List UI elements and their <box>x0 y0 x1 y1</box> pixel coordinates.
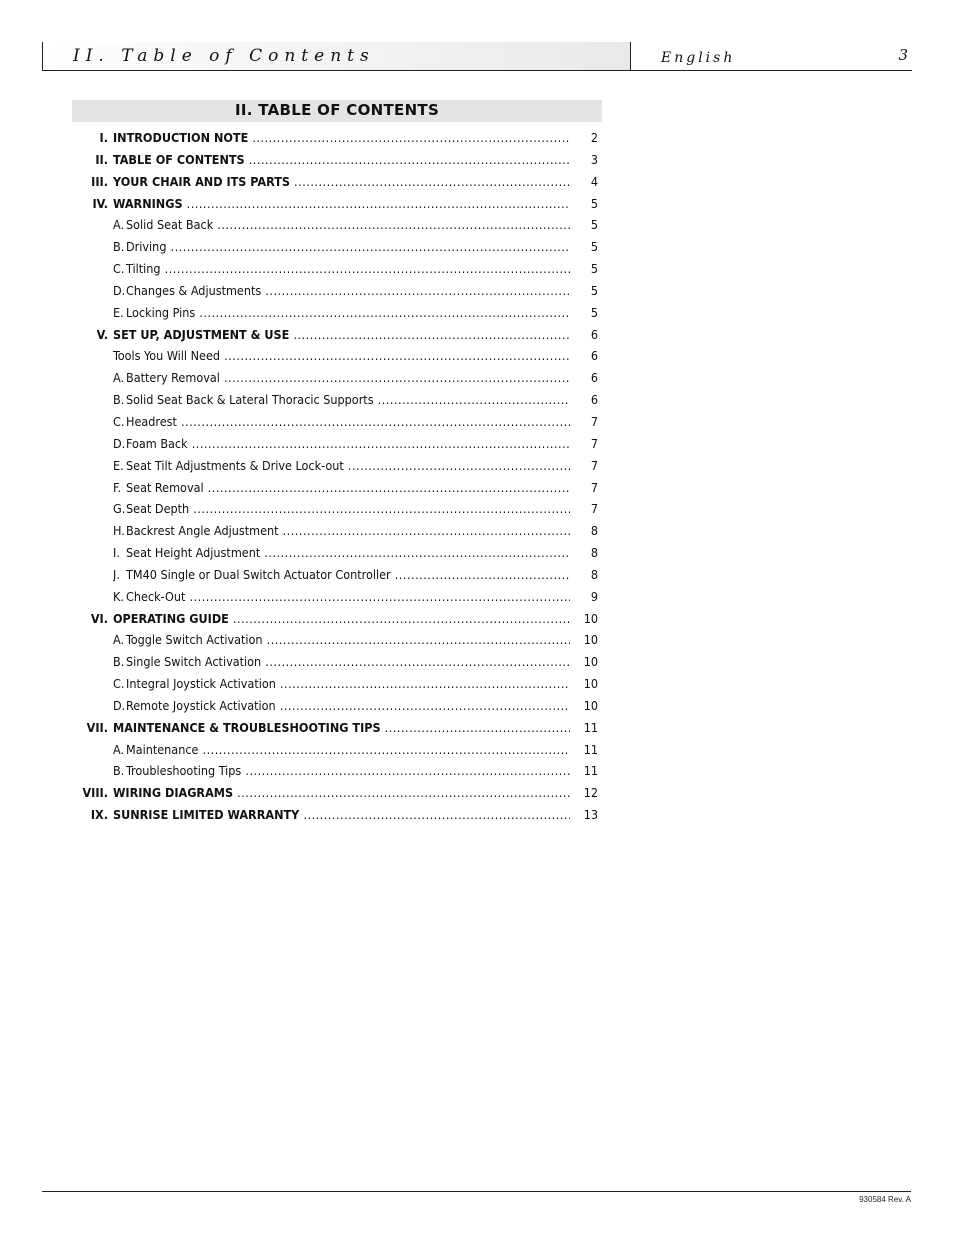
toc-entry <box>72 236 602 258</box>
toc-entry <box>72 477 602 499</box>
toc-entry <box>72 171 602 193</box>
toc-entry-letter: C. <box>113 676 125 692</box>
toc-entry-number: V. <box>96 326 108 342</box>
toc-entry-label-wrap <box>113 214 570 236</box>
toc-entry-label-wrap <box>113 280 570 302</box>
toc-entry <box>72 345 602 367</box>
toc-entry-letter: K. <box>113 588 124 604</box>
toc-entry-letter: G. <box>113 501 126 517</box>
toc-entry-label: Check-Out <box>126 588 186 604</box>
toc-entry-letter: I. <box>113 545 120 561</box>
toc-entry-label: Solid Seat Back <box>126 217 214 233</box>
toc-entry-page: 5 <box>590 217 598 233</box>
toc-entry-page: 4 <box>590 173 598 189</box>
toc-entry <box>72 214 602 236</box>
toc-entry-page: 7 <box>590 479 598 495</box>
header-language-bar <box>630 42 912 71</box>
toc-entry-number: VIII. <box>82 785 108 801</box>
toc-entry-number: VI. <box>90 610 108 626</box>
header-title-bar <box>42 42 631 71</box>
toc-entry <box>72 498 602 520</box>
toc-entry-page: 7 <box>590 457 598 473</box>
toc-entry-letter: A. <box>113 632 125 648</box>
toc-entry-number: VII. <box>86 719 108 735</box>
toc-entry-letter: B. <box>113 763 125 779</box>
toc-entry-label: Troubleshooting Tips <box>126 763 242 779</box>
toc-entry-label: WARNINGS <box>113 195 183 211</box>
toc-entry-label-wrap <box>113 127 570 149</box>
toc-entry-page: 8 <box>590 545 598 561</box>
toc-entry-label: INTRODUCTION NOTE <box>113 130 249 145</box>
toc-entry <box>72 608 602 630</box>
toc-entry-label: Seat Depth <box>126 501 190 517</box>
toc-entry-label-wrap <box>113 367 570 389</box>
toc-entry-label-wrap <box>113 608 570 630</box>
toc-entry-label-wrap <box>113 629 570 651</box>
toc-entry-label: YOUR CHAIR AND ITS PARTS <box>113 173 290 189</box>
toc-entry-page: 5 <box>590 304 598 320</box>
toc-entry-label-wrap <box>113 542 570 564</box>
toc-entry-page: 13 <box>583 807 598 823</box>
toc-entry-letter: B. <box>113 392 125 408</box>
toc-entry-page: 10 <box>583 632 598 648</box>
toc-entry <box>72 193 602 215</box>
toc-entry-label: Locking Pins <box>126 304 196 320</box>
toc-entry-label-wrap <box>113 302 570 324</box>
toc-entry-label-wrap <box>113 673 570 695</box>
toc-entry-number: IX. <box>90 807 108 823</box>
toc-entry-page: 11 <box>583 741 598 757</box>
toc-entry-label: Tilting <box>126 261 161 277</box>
toc-entry <box>72 127 602 149</box>
toc-entry-page: 11 <box>583 719 598 735</box>
toc-entry-label: OPERATING GUIDE <box>113 610 229 626</box>
toc-entry-label-wrap <box>113 345 570 367</box>
toc-entry <box>72 782 602 804</box>
toc-entry-letter: D. <box>113 697 126 713</box>
toc-entry-page: 5 <box>590 261 598 277</box>
toc-entry-letter: B. <box>113 239 125 255</box>
toc-entry-page: 10 <box>583 654 598 670</box>
toc-entry-label: TM40 Single or Dual Switch Actuator Controller <box>126 566 391 582</box>
toc-entry <box>72 760 602 782</box>
toc-entry <box>72 455 602 477</box>
toc-entry <box>72 280 602 302</box>
toc-entry-letter: E. <box>113 457 124 473</box>
toc-entry-label: Toggle Switch Activation <box>126 632 263 648</box>
toc-entry-page: 6 <box>590 370 598 386</box>
toc-entry-page: 6 <box>590 326 598 342</box>
footer-rule <box>42 1191 911 1192</box>
toc-entry <box>72 411 602 433</box>
toc-entry-label-wrap <box>113 520 570 542</box>
toc-entry-page: 11 <box>583 763 598 779</box>
toc-entry-letter: C. <box>113 413 125 429</box>
toc-entry-number: III. <box>91 173 108 189</box>
toc-entry-page: 10 <box>583 697 598 713</box>
toc-entry-page: 7 <box>590 501 598 517</box>
toc-entry <box>72 258 602 280</box>
toc-entry-label: Seat Tilt Adjustments & Drive Lock-out <box>126 457 344 473</box>
toc-entry-page: 8 <box>590 523 598 539</box>
toc-entry-letter: B. <box>113 654 125 670</box>
toc-entry-label: Headrest <box>126 413 177 429</box>
toc-entry <box>72 651 602 673</box>
toc-entry-page: 6 <box>590 392 598 408</box>
toc-entry-letter: F. <box>113 479 122 495</box>
toc-entry-label-wrap <box>113 433 570 455</box>
toc-heading-band <box>72 100 602 122</box>
toc-entry-page: 12 <box>583 785 598 801</box>
toc-entry-letter: J. <box>113 566 120 582</box>
toc-entry-number: I. <box>99 130 108 145</box>
toc-entry-label: Seat Height Adjustment <box>126 545 261 561</box>
toc-entry-label: Solid Seat Back & Lateral Thoracic Supports <box>126 392 374 408</box>
toc-entry <box>72 149 602 171</box>
toc-entry-number: IV. <box>92 195 108 211</box>
toc-entry-label: Changes & Adjustments <box>126 282 262 298</box>
toc-entry-label: Maintenance <box>126 741 199 757</box>
toc-entry <box>72 717 602 739</box>
toc-entry-label-wrap <box>113 411 570 433</box>
toc-entry <box>72 324 602 346</box>
toc-entry-label-wrap <box>113 389 570 411</box>
toc-entry-label: SET UP, ADJUSTMENT & USE <box>113 326 290 342</box>
toc-entry <box>72 302 602 324</box>
toc-entry <box>72 804 602 826</box>
toc-entry-page: 7 <box>590 413 598 429</box>
toc-entry-label-wrap <box>113 324 570 346</box>
toc-entry-label: WIRING DIAGRAMS <box>113 785 234 801</box>
toc-entry-letter: H. <box>113 523 125 539</box>
toc-entry-label-wrap <box>113 717 570 739</box>
toc-entry-label: SUNRISE LIMITED WARRANTY <box>113 807 300 823</box>
toc-entry-label-wrap <box>113 739 570 761</box>
toc-entry-letter: D. <box>113 282 126 298</box>
toc-entry-letter: A. <box>113 741 125 757</box>
toc-entry-label-wrap <box>113 193 570 215</box>
toc-entry <box>72 520 602 542</box>
language-label: English <box>661 50 736 66</box>
toc-entry <box>72 629 602 651</box>
toc-entry-page: 5 <box>590 282 598 298</box>
toc-entry-label: Battery Removal <box>126 370 220 386</box>
toc-entry-label: Tools You Will Need <box>113 348 221 364</box>
toc-entry-label-wrap <box>113 477 570 499</box>
toc-entry-label-wrap <box>113 695 570 717</box>
toc-entry <box>72 389 602 411</box>
page-number: 3 <box>898 46 908 64</box>
toc-entry-page: 7 <box>590 435 598 451</box>
toc-entry-label-wrap <box>113 236 570 258</box>
toc-entry-label: Backrest Angle Adjustment <box>126 523 279 539</box>
toc-entry-label: Integral Joystick Activation <box>126 676 276 692</box>
toc-entry-page: 3 <box>590 151 598 167</box>
toc-entry <box>72 673 602 695</box>
toc-entry <box>72 367 602 389</box>
toc-entry-letter: D. <box>113 435 126 451</box>
toc-entry-label-wrap <box>113 804 570 826</box>
toc-entry-number: II. <box>95 151 108 167</box>
toc-entry-page: 9 <box>590 588 598 604</box>
toc-entry-label: Driving <box>126 239 167 255</box>
document-code: 930584 Rev. A <box>859 1195 911 1204</box>
toc-entry-label: Single Switch Activation <box>126 654 262 670</box>
section-title: II. Table of Contents <box>73 46 375 66</box>
toc-entry-page: 10 <box>583 676 598 692</box>
toc-entry-label-wrap <box>113 455 570 477</box>
toc-entry <box>72 542 602 564</box>
toc-entry-page: 8 <box>590 566 598 582</box>
toc-entry <box>72 739 602 761</box>
toc-entry-label: TABLE OF CONTENTS <box>113 151 245 167</box>
toc-entry-label-wrap <box>113 586 570 608</box>
toc-entry-label-wrap <box>113 498 570 520</box>
toc-entry-page: 2 <box>590 130 598 145</box>
toc-entry-page: 5 <box>590 239 598 255</box>
toc-entry <box>72 564 602 586</box>
toc-entry-label: Foam Back <box>126 435 188 451</box>
toc-entry-letter: E. <box>113 304 124 320</box>
toc-entry-label-wrap <box>113 149 570 171</box>
toc-entry-label-wrap <box>113 760 570 782</box>
toc-entry-page: 5 <box>590 195 598 211</box>
toc-entry-page: 10 <box>583 610 598 626</box>
toc-entry <box>72 586 602 608</box>
toc-entry-label: Seat Removal <box>126 479 204 495</box>
toc-heading: II. TABLE OF CONTENTS <box>234 101 440 119</box>
toc-entry-label-wrap <box>113 258 570 280</box>
toc-entry-label: Remote Joystick Activation <box>126 697 276 713</box>
toc-entry-letter: A. <box>113 370 125 386</box>
toc-entry <box>72 695 602 717</box>
toc-entry-label-wrap <box>113 782 570 804</box>
toc-entry-label-wrap <box>113 564 570 586</box>
toc-entry-letter: A. <box>113 217 125 233</box>
toc-entry-label: MAINTENANCE & TROUBLESHOOTING TIPS <box>113 719 381 735</box>
toc-entry-label-wrap <box>113 171 570 193</box>
toc-list <box>72 127 602 826</box>
toc-entry-letter: C. <box>113 261 125 277</box>
toc-entry-page: 6 <box>590 348 598 364</box>
toc-entry-label-wrap <box>113 651 570 673</box>
toc-entry <box>72 433 602 455</box>
